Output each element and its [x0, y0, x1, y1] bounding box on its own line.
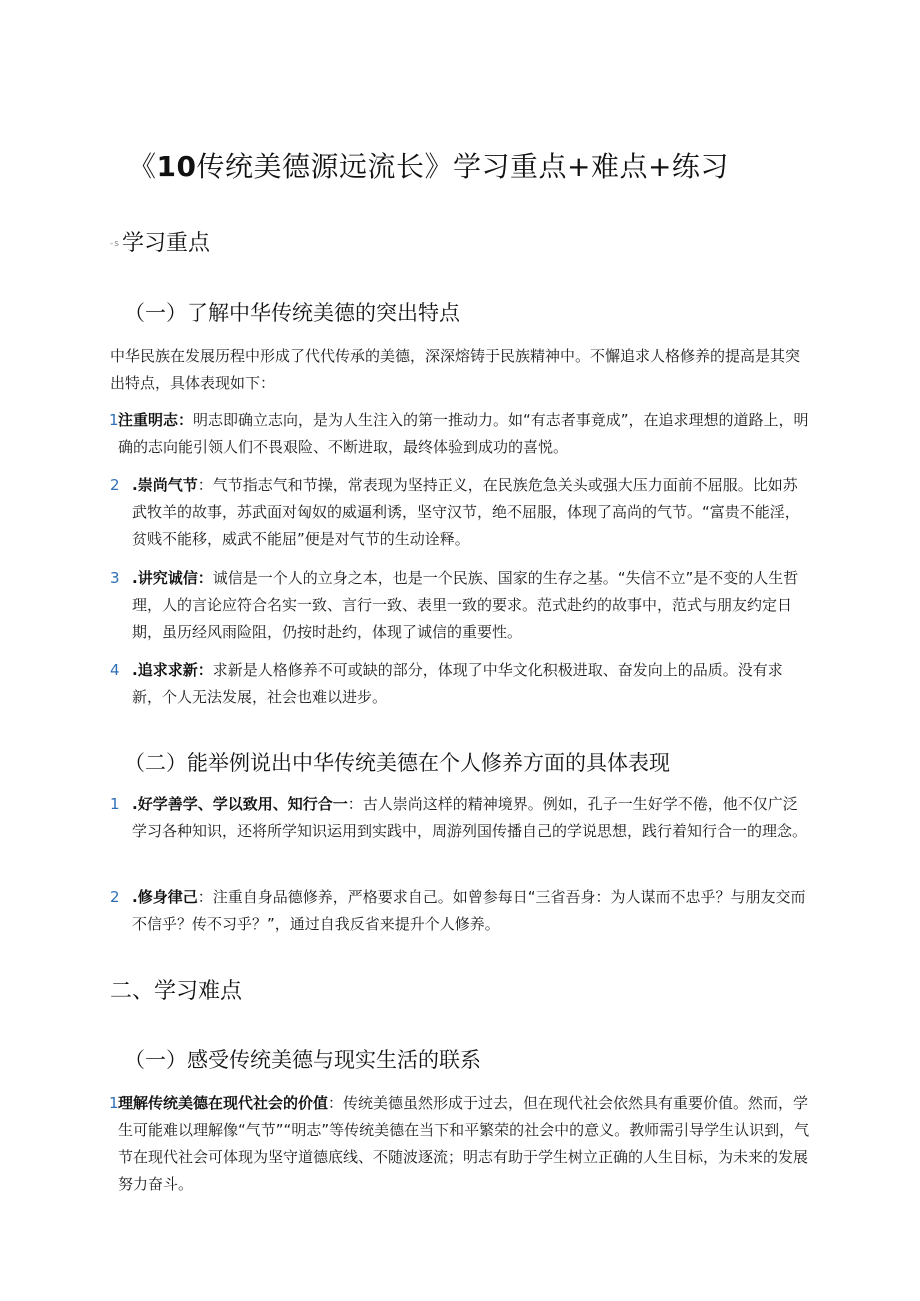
list-item [110, 472, 810, 553]
section1-prefix: -s [110, 239, 120, 249]
list-item-term: .讲究诚信： [132, 569, 213, 587]
list-item-term: .崇尚气节 [132, 476, 198, 494]
title-text: 传统美德源远流长》学习重点+难点+练习 [196, 150, 729, 183]
list-item-text: 诚信是一个人的立身之本，也是一个民族、国家的生存之基。“失信不立”是不变的人生哲理，人的言论应符合名实一致、言行一致、表里一致的要求。范式赴约的故事中，范式与朋友约定日期，虽历经风雨险阻，仍按时赴约，体现了诚信的重要性。 [132, 569, 799, 641]
list-item-number: 1 [109, 1094, 119, 1112]
list-item-text: ：气节指志气和节操，常表现为坚持正义，在民族危急关头或强大压力面前不屈服。比如苏武牧羊的故事，苏武面对匈奴的威逼利诱，坚守汉节，绝不屈服，体现了高尚的气节。“富贵不能淫，贫贱不能移，威武不能屈”便是对气节的生动诠释。 [132, 476, 800, 548]
section1-sub1-intro: 中华民族在发展历程中形成了代代传承的美德，深深熔铸于民族精神中。不懈追求人格修养的提高是其突出特点，具体表现如下： [110, 347, 801, 392]
list-item-number: 2 [110, 888, 120, 906]
section1-heading [110, 229, 210, 259]
list-item [110, 791, 810, 845]
list-item-term: .追求求新： [132, 661, 213, 679]
list-item-number: 1 [110, 795, 120, 813]
title-number: 10 [156, 150, 197, 183]
section2-sub1-heading: （一）感受传统美德与现实生活的联系 [124, 1048, 481, 1072]
document-title [128, 148, 828, 186]
list-item [110, 565, 810, 646]
list-item-text: ：传统美德虽然形成于过去，但在现代社会依然具有重要价值。然而，学生可能难以理解像“气节”“明志”等传统美德在当下和平繁荣的社会中的意义。教师需引导学生认识到，气节在现代社会可体现为坚守道德底线、不随波逐流；明志有助于学生树立正确的人生目标，为未来的发展努力奋斗。 [118, 1094, 810, 1193]
list-item-text: 明志即确立志向，是为人生注入的第一推动力。如“有志者事竟成”，在追求理想的道路上，明确的志向能引领人们不畏艰险、不断进取，最终体验到成功的喜悦。 [118, 411, 809, 456]
list-item-term: 理解传统美德在现代社会的价值 [118, 1094, 329, 1112]
list-item-term: 注重明志： [118, 411, 194, 429]
section2-heading: 二、学习难点 [110, 979, 243, 1004]
section1-sub2-heading: （二）能举例说出中华传统美德在个人修养方面的具体表现 [124, 751, 670, 775]
section1-heading-text: 学习重点 [121, 231, 210, 256]
list-item-number: 4 [110, 661, 120, 679]
title-prefix: 《 [128, 150, 157, 183]
list-item [110, 1090, 810, 1198]
list-item-term: .好学善学、学以致用、知行合一 [132, 795, 348, 813]
list-item-text: ：古人崇尚这样的精神境界。例如，孔子一生好学不倦，他不仅广泛学习各种知识，还将所学知识运用到实践中，周游列国传播自己的学说思想，践行着知行合一的理念。 [132, 795, 808, 840]
list-item-text: ：注重自身品德修养，严格要求自己。如曾参每日“三省吾身：为人谋而不忠乎？与朋友交而不信乎？传不习乎？”，通过自我反省来提升个人修养。 [132, 888, 806, 933]
list-item-number: 3 [110, 569, 120, 587]
list-item-number: 1 [109, 411, 119, 429]
section1-sub1-heading: （一）了解中华传统美德的突出特点 [124, 301, 460, 325]
list-item [110, 657, 810, 711]
list-item-text: 求新是人格修养不可或缺的部分，体现了中华文化积极进取、奋发向上的品质。没有求新，个人无法发展，社会也难以进步。 [132, 661, 783, 706]
list-item-number: 2 [110, 476, 120, 494]
list-item-term: .修身律己 [132, 888, 198, 906]
list-item [110, 407, 810, 461]
list-item [110, 884, 810, 938]
